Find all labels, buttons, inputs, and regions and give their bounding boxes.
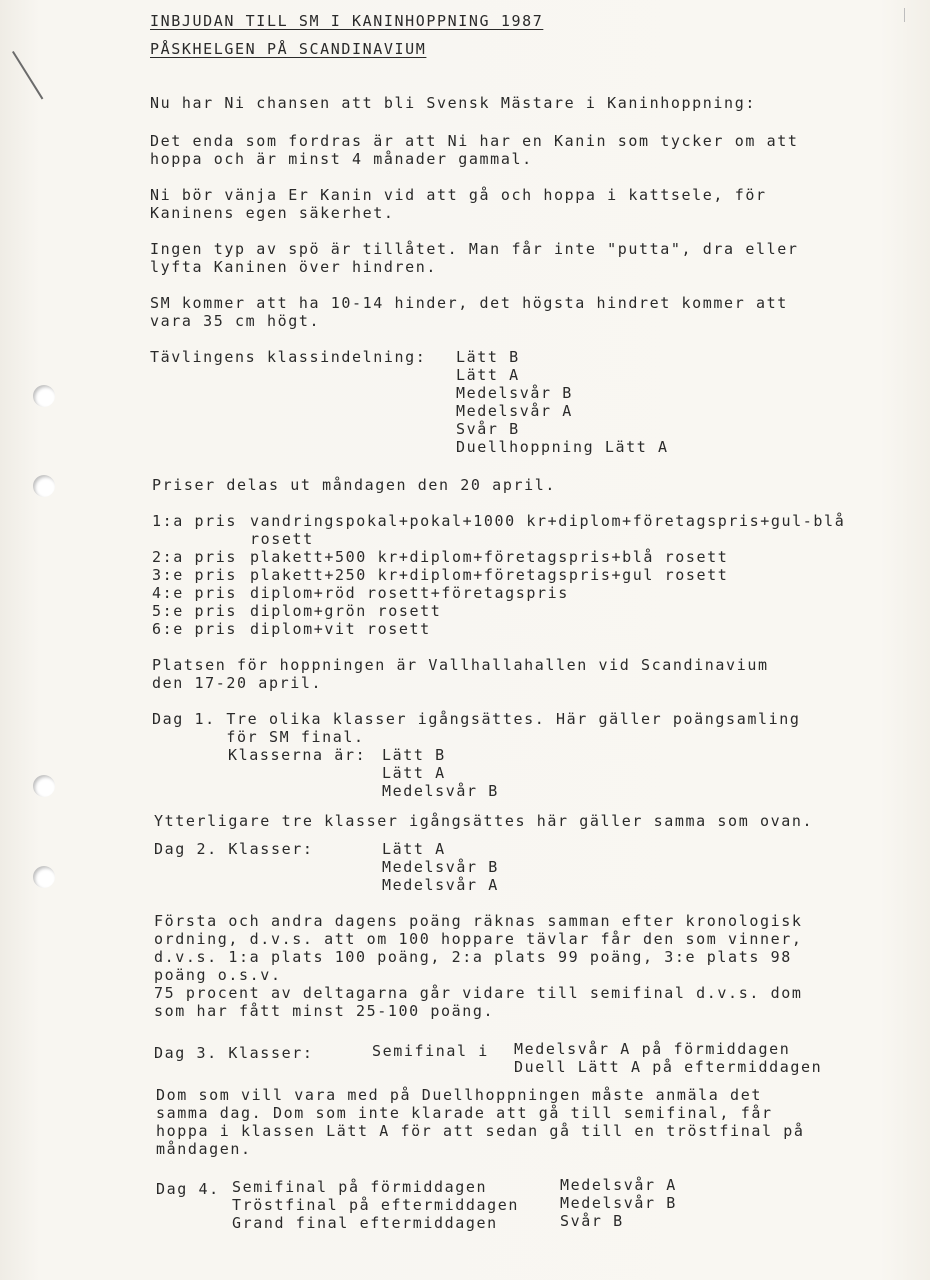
prize-place: 5:e pris bbox=[152, 602, 238, 620]
day2-class: Lätt A bbox=[382, 840, 446, 858]
intro-text: Nu har Ni chansen att bli Svensk Mästare i Kaninhoppning: bbox=[150, 94, 756, 112]
day1-classes-label: Klasserna är: bbox=[228, 746, 367, 764]
prize-desc: diplom+röd rosett+företagspris bbox=[250, 584, 569, 602]
punch-hole bbox=[33, 475, 55, 497]
prize-desc: vandringspokal+pokal+1000 kr+diplom+företagspris+gul-blå bbox=[250, 512, 846, 530]
classes-label: Tävlingens klassindelning: bbox=[150, 348, 427, 366]
scoring-line: d.v.s. 1:a plats 100 poäng, 2:a plats 99 poäng, 3:e plats 98 bbox=[154, 948, 792, 966]
day4-class: Medelsvår B bbox=[560, 1194, 677, 1212]
day4-event: Tröstfinal på eftermiddagen bbox=[232, 1196, 520, 1214]
day1-class: Medelsvår B bbox=[382, 782, 499, 800]
day2-class: Medelsvår A bbox=[382, 876, 499, 894]
prize-place: 6:e pris bbox=[152, 620, 238, 638]
class-item: Lätt B bbox=[456, 348, 520, 366]
venue-line: den 17-20 april. bbox=[152, 674, 323, 692]
day2-class: Medelsvår B bbox=[382, 858, 499, 876]
class-item: Duellhoppning Lätt A bbox=[456, 438, 669, 456]
scoring-line: Första och andra dagens poäng räknas samman efter kronologisk bbox=[154, 912, 803, 930]
day4-class: Medelsvår A bbox=[560, 1176, 677, 1194]
paragraph-line: Ni bör vänja Er Kanin vid att gå och hoppa i kattsele, för bbox=[150, 186, 767, 204]
day4-event: Grand final eftermiddagen bbox=[232, 1214, 498, 1232]
duel-note-line: hoppa i klassen Lätt A för att sedan gå till en tröstfinal på bbox=[156, 1122, 805, 1140]
scoring-line: poäng o.s.v. bbox=[154, 966, 282, 984]
day1-class: Lätt B bbox=[382, 746, 446, 764]
paragraph-line: Kaninens egen säkerhet. bbox=[150, 204, 395, 222]
day3-mid: Semifinal i bbox=[372, 1042, 489, 1060]
prize-place: 2:a pris bbox=[152, 548, 238, 566]
punch-hole bbox=[33, 385, 55, 407]
document-subtitle: PÅSKHELGEN PÅ SCANDINAVIUM bbox=[150, 40, 427, 58]
class-item: Svår B bbox=[456, 420, 520, 438]
duel-note-line: Dom som vill vara med på Duellhoppningen måste anmäla det bbox=[156, 1086, 762, 1104]
duel-note-line: samma dag. Dom som inte klarade att gå till semifinal, får bbox=[156, 1104, 773, 1122]
scoring-line: ordning, d.v.s. att om 100 hoppare tävlar får den som vinner, bbox=[154, 930, 803, 948]
day1-line: för SM final. bbox=[152, 728, 365, 746]
class-item: Lätt A bbox=[456, 366, 520, 384]
scoring-line: som har fått minst 25-100 poäng. bbox=[154, 1002, 495, 1020]
prizes-intro: Priser delas ut måndagen den 20 april. bbox=[152, 476, 556, 494]
paragraph-line: Ingen typ av spö är tillåtet. Man får inte "putta", dra eller bbox=[150, 240, 799, 258]
prize-desc: diplom+grön rosett bbox=[250, 602, 442, 620]
paragraph-line: SM kommer att ha 10-14 hinder, det högsta hindret kommer att bbox=[150, 294, 788, 312]
prize-desc: plakett+500 kr+diplom+företagspris+blå rosett bbox=[250, 548, 729, 566]
day1-extra: Ytterligare tre klasser igångsättes här gäller samma som ovan. bbox=[154, 812, 814, 830]
day1-class: Lätt A bbox=[382, 764, 446, 782]
day4-class: Svår B bbox=[560, 1212, 624, 1230]
prize-desc: plakett+250 kr+diplom+företagspris+gul rosett bbox=[250, 566, 729, 584]
paragraph-line: Det enda som fordras är att Ni har en Kanin som tycker om att bbox=[150, 132, 799, 150]
document-title: INBJUDAN TILL SM I KANINHOPPNING 1987 bbox=[150, 12, 544, 30]
staple-mark bbox=[12, 51, 43, 100]
prize-place: 3:e pris bbox=[152, 566, 238, 584]
scoring-line: 75 procent av deltagarna går vidare till semifinal d.v.s. dom bbox=[154, 984, 803, 1002]
prize-desc-cont: rosett bbox=[250, 530, 314, 548]
venue-line: Platsen för hoppningen är Vallhallahallen vid Scandinavium bbox=[152, 656, 769, 674]
day3-row: Medelsvår A på förmiddagen bbox=[514, 1040, 791, 1058]
day4-label: Dag 4. bbox=[156, 1180, 220, 1198]
paragraph-line: hoppa och är minst 4 månader gammal. bbox=[150, 150, 533, 168]
punch-hole bbox=[33, 866, 55, 888]
class-item: Medelsvår A bbox=[456, 402, 573, 420]
edge-mark bbox=[904, 8, 905, 22]
day1-line: Dag 1. Tre olika klasser igångsättes. Här gäller poängsamling bbox=[152, 710, 801, 728]
prize-place: 4:e pris bbox=[152, 584, 238, 602]
punch-hole bbox=[33, 775, 55, 797]
paragraph-line: vara 35 cm högt. bbox=[150, 312, 321, 330]
duel-note-line: måndagen. bbox=[156, 1140, 252, 1158]
prize-desc: diplom+vit rosett bbox=[250, 620, 431, 638]
prize-place: 1:a pris bbox=[152, 512, 238, 530]
day3-row: Duell Lätt A på eftermiddagen bbox=[514, 1058, 823, 1076]
paragraph-line: lyfta Kaninen över hindren. bbox=[150, 258, 438, 276]
day4-event: Semifinal på förmiddagen bbox=[232, 1178, 488, 1196]
day3-label: Dag 3. Klasser: bbox=[154, 1044, 314, 1062]
day2-label: Dag 2. Klasser: bbox=[154, 840, 314, 858]
class-item: Medelsvår B bbox=[456, 384, 573, 402]
